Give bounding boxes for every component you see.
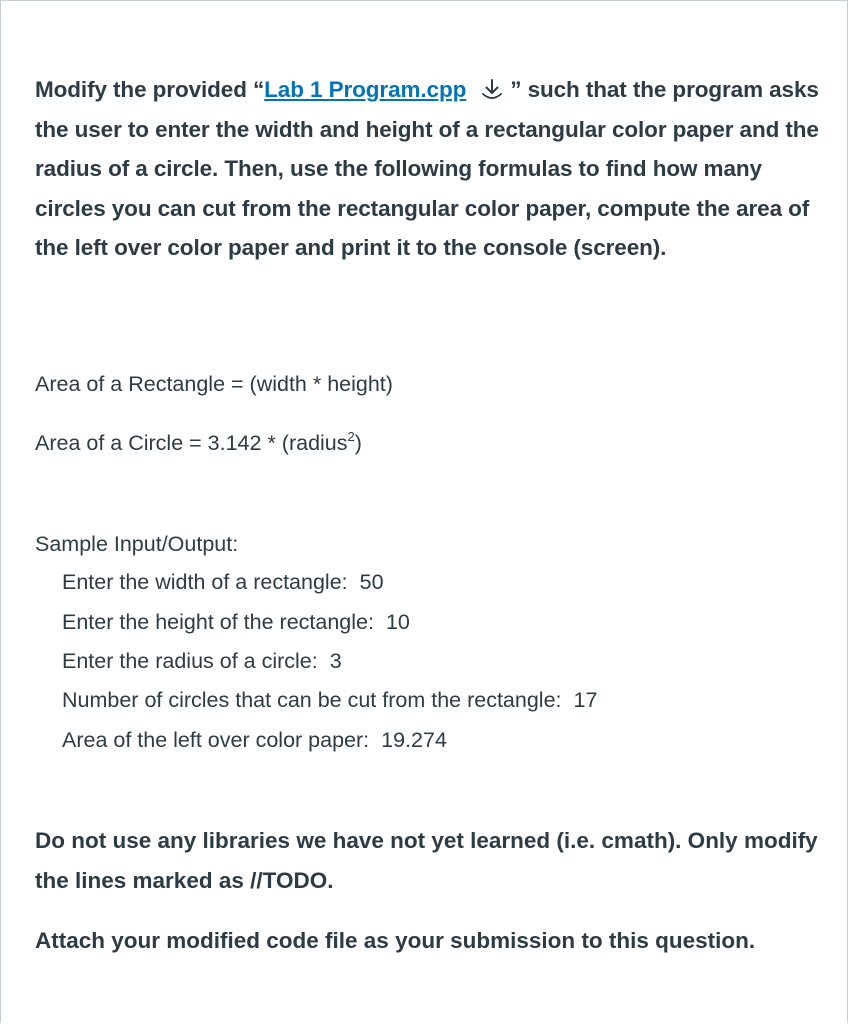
question-content xyxy=(35,70,825,953)
sample-prompt: Enter the width of a rectangle: xyxy=(62,570,348,594)
lab-file-link[interactable]: Lab 1 Program.cpp xyxy=(264,77,467,102)
sample-value: 17 xyxy=(573,688,598,712)
sample-prompt: Enter the height of the rectangle: xyxy=(62,610,374,634)
sample-title: Sample Input/Output: xyxy=(35,532,239,556)
sample-line xyxy=(62,649,342,674)
attach-instruction: Attach your modified code file as your submission to this question. xyxy=(35,928,756,953)
sample-line xyxy=(62,728,447,753)
download-icon[interactable] xyxy=(480,73,504,95)
sample-prompt: Enter the radius of a circle: xyxy=(62,649,318,673)
intro-text-end: ” such that the program asks the user to enter the width and height of a rectangular color paper and the radius of a circle. Then, use the following formulas to find how many circles you can cut from the rectangular color paper, compute the area of the left over color paper and print it to the console (screen). xyxy=(35,77,819,260)
question-intro xyxy=(35,70,825,268)
sample-value: 50 xyxy=(359,570,384,594)
library-note: Do not use any libraries we have not yet learned (i.e. cmath). Only modify the lines marked as //TODO. xyxy=(35,828,818,893)
formula-circle-exponent: 2 xyxy=(347,429,355,444)
sample-value: 3 xyxy=(329,649,342,673)
sample-value: 19.274 xyxy=(381,728,447,752)
intro-text-start: Modify the provided “ xyxy=(35,77,265,102)
sample-value: 10 xyxy=(385,610,410,634)
formula-rectangle: Area of a Rectangle = (width * height) xyxy=(35,372,393,396)
sample-prompt: Area of the left over color paper: xyxy=(62,728,370,752)
sample-line xyxy=(62,610,410,635)
formula-circle xyxy=(35,431,362,456)
formula-circle-prefix: Area of a Circle = 3.142 * (radius xyxy=(35,431,348,455)
sample-line xyxy=(62,688,597,713)
formula-circle-suffix: ) xyxy=(354,431,362,455)
sample-line xyxy=(62,570,384,595)
sample-prompt: Number of circles that can be cut from the rectangle: xyxy=(62,688,562,712)
